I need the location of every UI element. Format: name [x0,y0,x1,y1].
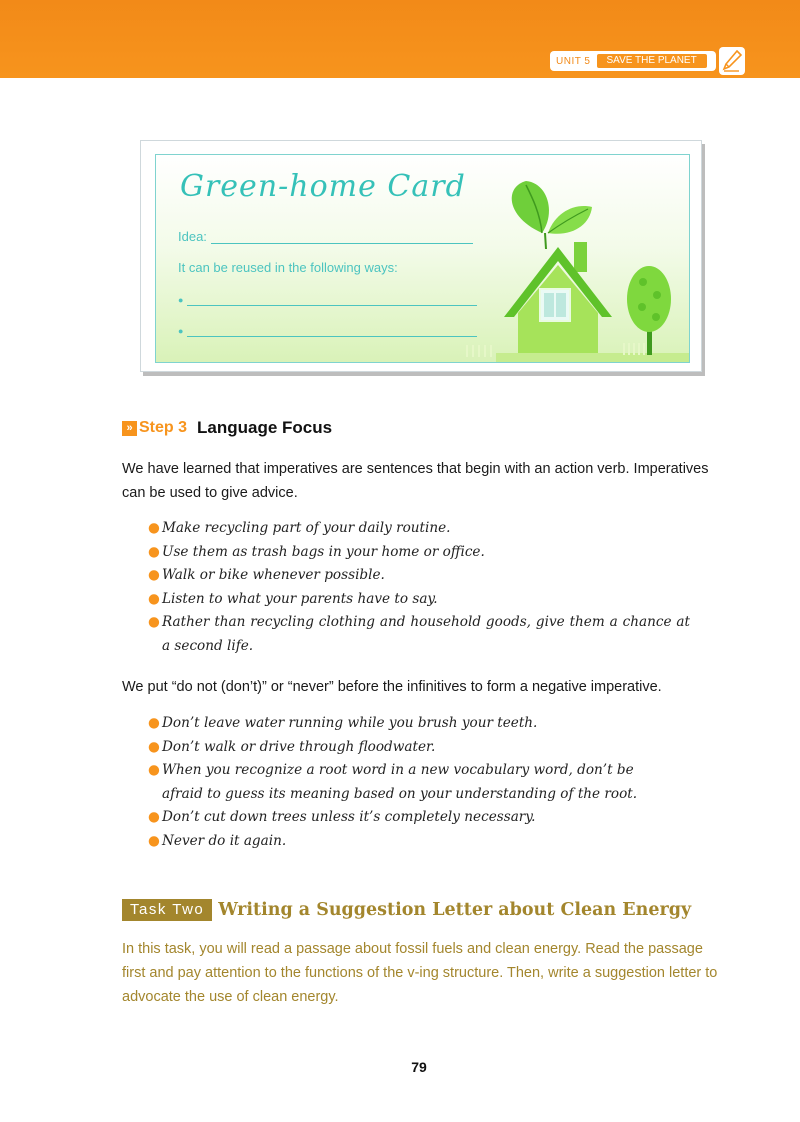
step3-label: Step 3 [139,419,188,436]
pen-icon [719,47,745,75]
bullet-2: ● [178,326,184,336]
reuse-blank-1 [187,293,477,306]
unit-title: SAVE THE PLANET [597,54,707,68]
double-chevron-icon: » [122,421,137,436]
negative-intro: We put “do not (don’t)” or “never” before the infinitives to form a negative imperative. [122,679,662,695]
reuse-label: It can be reused in the following ways: [178,260,398,275]
list-item: ● Never do it again. [148,832,287,849]
unit-label: UNIT 5 [556,55,591,67]
step3-title: Language Focus [197,418,333,437]
list-item: ● Listen to what your parents have to say. [148,590,438,607]
advice-examples-list [148,517,708,658]
green-home-card-inner [155,154,690,363]
card-title: Green-home Card [180,169,466,204]
list-item: ● Make recycling part of your daily routine. [148,520,451,536]
idea-blank [211,231,473,244]
list-item: ● When you recognize a root word in a new vocabulary word, don’t be afraid to guess its meaning based on your understanding of the root. [148,762,638,802]
reuse-line-2 [178,322,477,337]
task-two-description: In this task, you will read a passage about fossil fuels and clean energy. Read the passage first and pay attention to the functions of the v-ing structure. Then, write a suggestion letter to advocate the use of clean energy. [122,941,718,1005]
list-item: ● Use them as trash bags in your home or office. [148,543,485,560]
reuse-line-1 [178,291,477,306]
idea-line [178,229,473,244]
negative-examples-list [148,712,708,853]
task-two-badge: Task Two [122,899,212,921]
reuse-blank-2 [187,324,477,337]
task-two-title: Writing a Suggestion Letter about Clean Energy [218,900,692,920]
step3-intro: We have learned that imperatives are sentences that begin with an action verb. Imperatives can be used to give advice. [122,461,709,501]
step3-heading [122,418,332,438]
list-item: ● Don’t walk or drive through floodwater. [148,738,436,755]
list-item: ● Don’t cut down trees unless it’s completely necessary. [148,809,536,825]
green-house-illustration [496,177,690,363]
unit-badge [550,51,716,71]
bullet-1: ● [178,295,184,305]
list-item: ● Walk or bike whenever possible. [148,567,385,583]
list-item: ● Don’t leave water running while you brush your teeth. [148,715,538,731]
task-two-heading [122,899,691,921]
fence-left-icon [461,343,501,357]
idea-label: Idea: [178,229,207,244]
list-item: ● Rather than recycling clothing and household goods, give them a chance at a second life. [148,614,690,654]
page-number: 79 [411,1059,427,1075]
